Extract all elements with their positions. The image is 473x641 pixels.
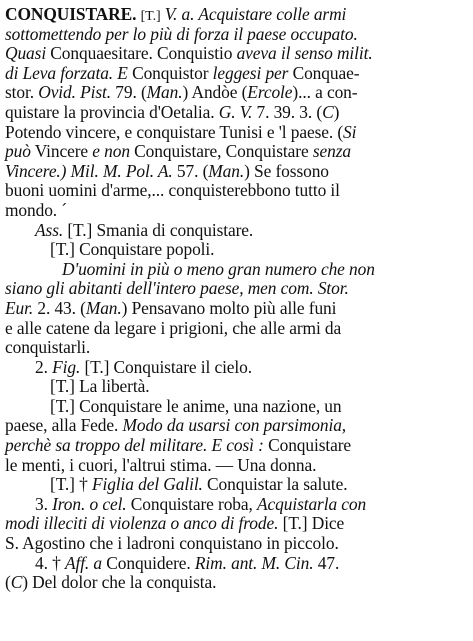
entry-line xyxy=(5,279,471,299)
dictionary-entry xyxy=(5,5,471,593)
text-run: Eur. xyxy=(5,297,34,318)
text-run: Conquistor xyxy=(127,62,213,83)
text-run: Ovid. Pist. xyxy=(38,82,112,103)
text-run: paese, alla Fede. xyxy=(5,415,123,436)
text-run: 57. ( xyxy=(172,160,209,181)
text-run: Man. xyxy=(208,160,245,181)
text-run: e non xyxy=(92,141,130,162)
text-run: 2. xyxy=(35,356,53,377)
text-run: Conquistar la salute. xyxy=(202,474,348,495)
text-run: D'uomini in più o meno gran numero che non xyxy=(62,258,375,279)
text-run: G. V. xyxy=(218,101,253,122)
entry-line xyxy=(5,162,471,182)
entry-line xyxy=(5,436,471,456)
text-run: S. Agostino che i ladroni conquistano in piccolo. xyxy=(5,533,339,554)
entry-line xyxy=(5,338,471,358)
text-run: quistare la provincia d'Oetalia. xyxy=(5,101,219,122)
entry-line xyxy=(5,573,471,593)
entry-line xyxy=(5,142,471,162)
entry-line xyxy=(5,377,471,397)
text-run: di Leva forzata. E xyxy=(5,62,128,83)
entry-line xyxy=(5,201,471,221)
text-run: Conquistare roba, xyxy=(126,493,257,514)
entry-line xyxy=(5,456,471,476)
text-run: )... a con- xyxy=(292,82,358,103)
entry-line xyxy=(5,103,471,123)
entry-line xyxy=(5,221,471,241)
headword: CONQUISTARE. xyxy=(5,4,137,24)
text-run: buoni uomini d'arme,... conquisterebbono tutto il xyxy=(5,180,340,201)
text-run: ) Del dolor che la conquista. xyxy=(22,572,217,593)
entry-line xyxy=(5,319,471,339)
text-run: Rim. ant. M. Cin. xyxy=(194,552,314,573)
text-run: Modo da usarsi con parsimonia, xyxy=(122,415,347,436)
text-run: e alle catene da legare i prigioni, che alle armi da xyxy=(5,317,342,338)
text-run: Vincere xyxy=(30,141,93,162)
entry-line xyxy=(5,299,471,319)
text-run: Potendo vincere, e conquistare Tunisi e 'l paese. ( xyxy=(5,121,344,142)
text-run: conquistarli. xyxy=(5,337,91,358)
entry-line xyxy=(5,5,471,25)
entry-line xyxy=(5,534,471,554)
entry-line xyxy=(5,358,471,378)
text-run: [T.] Conquistare le anime, una nazione, un xyxy=(50,395,342,416)
text-run: può xyxy=(5,141,31,162)
text-run: [T.] Conquistare popoli. xyxy=(50,239,215,260)
text-run: Figlia del Galil. xyxy=(91,474,203,495)
text-run: ( xyxy=(5,572,11,593)
entry-line xyxy=(5,83,471,103)
text-run: Man. xyxy=(85,297,122,318)
text-run: Conquistare, Conquistare xyxy=(129,141,313,162)
text-run: V. a. Acquistare colle armi xyxy=(164,4,347,24)
text-run: ) Pensavano molto più alle funi xyxy=(121,297,337,318)
entry-line xyxy=(5,416,471,436)
entry-line xyxy=(5,260,471,280)
text-run: C xyxy=(322,101,334,122)
entry-line xyxy=(5,475,471,495)
entry-line xyxy=(5,397,471,417)
text-run: Acquistarla con xyxy=(257,493,367,514)
entry-line xyxy=(5,181,471,201)
text-run: siano gli abitanti dell'intero paese, men com. Stor. xyxy=(5,278,349,299)
text-run: aveva il senso milit. xyxy=(236,43,373,64)
entry-line xyxy=(5,25,471,45)
text-run: Conquae- xyxy=(288,62,360,83)
entry-line xyxy=(5,495,471,515)
text-run: stor. xyxy=(5,82,39,103)
text-run: [T.] Conquistare il cielo. xyxy=(80,356,253,377)
text-run: Ercole xyxy=(247,82,293,103)
text-run: modi illeciti di violenza o anco di frode. xyxy=(5,513,279,534)
text-run: Conquistare xyxy=(263,435,352,456)
entry-line xyxy=(5,240,471,260)
text-run: Man. xyxy=(146,82,183,103)
text-run: C xyxy=(10,572,23,593)
text-run: le menti, i cuori, l'altrui stima. — Una donna. xyxy=(5,454,317,475)
text-run: 47. xyxy=(313,552,340,573)
text-run: leggesi per xyxy=(212,62,289,83)
text-run: sottomettendo per lo più di forza il paese occupato. xyxy=(5,23,358,44)
text-run: mondo. ´ xyxy=(5,199,67,220)
text-run: 79. ( xyxy=(111,82,147,103)
text-run: [T.] Dice xyxy=(278,513,345,534)
entry-line xyxy=(5,514,471,534)
text-run: [T.] Smania di conquistare. xyxy=(63,219,254,240)
text-run: Ass. xyxy=(35,219,64,240)
text-run: Aff. a xyxy=(64,552,103,573)
text-run: [T.] † xyxy=(50,474,92,495)
text-run: Conquidere. xyxy=(102,552,195,573)
text-run: [T.] La libertà. xyxy=(50,376,150,397)
text-run: Vincere.) Mil. M. Pol. A. xyxy=(5,160,173,181)
entry-line xyxy=(5,554,471,574)
text-run: Fig. xyxy=(52,356,81,377)
entry-line xyxy=(5,44,471,64)
text-run: [T.] xyxy=(140,9,161,24)
text-run: 7. 39. 3. ( xyxy=(252,101,323,122)
text-run: Si xyxy=(343,121,357,142)
text-run: 2. 43. ( xyxy=(33,297,86,318)
text-run: ) xyxy=(333,101,340,122)
text-run: perchè sa troppo del militare. E così : xyxy=(5,435,264,456)
entry-line xyxy=(5,123,471,143)
text-run: ) Andòe ( xyxy=(182,82,248,103)
text-run: Conquaesitare. Conquistio xyxy=(46,43,237,64)
entry-line xyxy=(5,64,471,84)
text-run: 4. † xyxy=(35,552,65,573)
text-run: 3. xyxy=(35,493,53,514)
text-run: Iron. o cel. xyxy=(52,493,127,514)
text-run: ) Se fossono xyxy=(244,160,329,181)
text-run: Quasi xyxy=(5,43,47,64)
text-run: senza xyxy=(312,141,351,162)
